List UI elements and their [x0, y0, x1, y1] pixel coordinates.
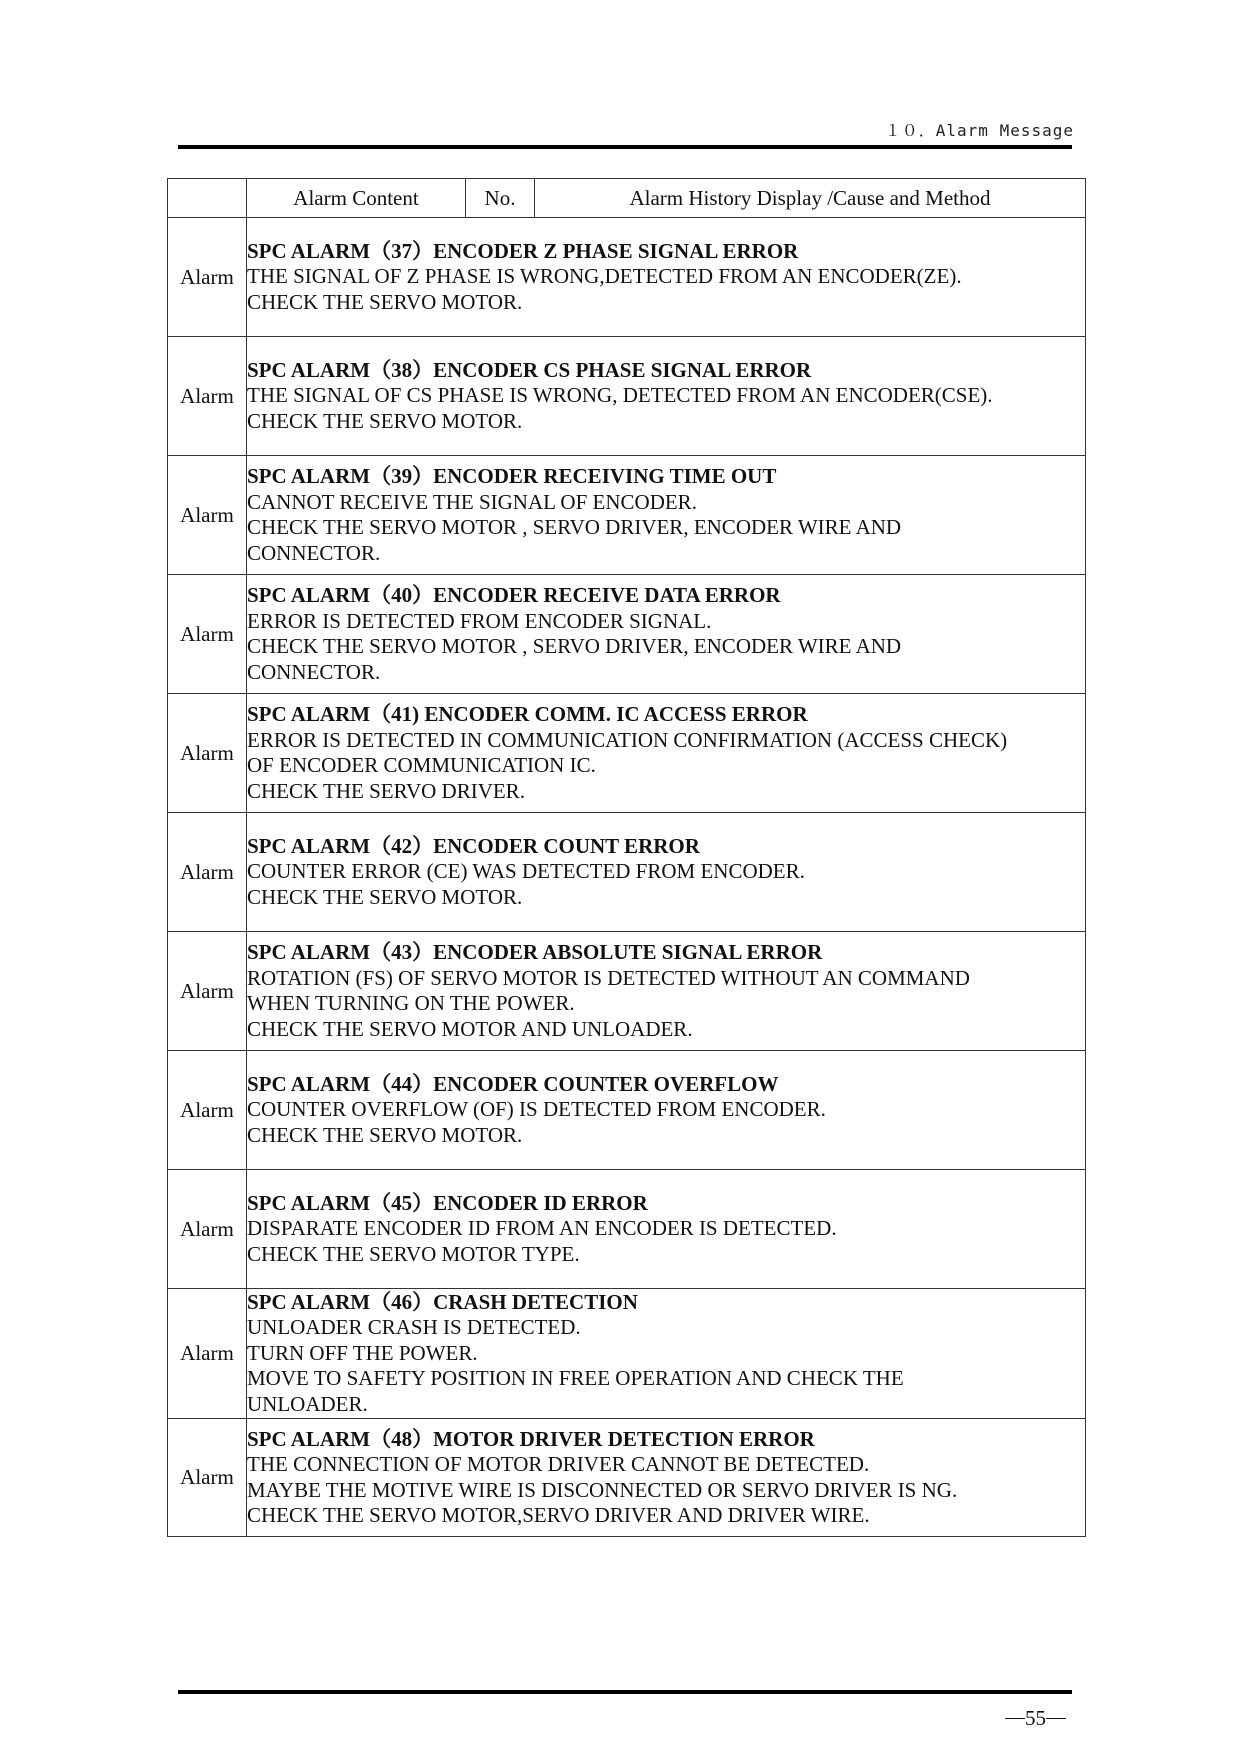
- alarm-description-line: ERROR IS DETECTED IN COMMUNICATION CONFIRMATION (ACCESS CHECK): [247, 727, 1008, 752]
- alarm-description-line: THE SIGNAL OF CS PHASE IS WRONG, DETECTED FROM AN ENCODER(CSE).: [247, 383, 993, 408]
- alarm-description-cell: [247, 694, 1086, 813]
- alarm-description-line: CHECK THE SERVO DRIVER.: [247, 778, 525, 803]
- alarm-rows: [168, 218, 1086, 1537]
- alarm-description-cell: [247, 1419, 1086, 1537]
- table-row: [168, 1170, 1086, 1289]
- table-row: [168, 218, 1086, 337]
- column-header-cause-method: Alarm History Display /Cause and Method: [535, 179, 1086, 218]
- table-row: [168, 575, 1086, 694]
- table-header-row: [168, 179, 1086, 218]
- footer-rule: [178, 1690, 1072, 1694]
- alarm-row-label: Alarm: [168, 1419, 247, 1537]
- alarm-description-line: MOVE TO SAFETY POSITION IN FREE OPERATION AND CHECK THE: [247, 1366, 904, 1391]
- alarm-description-line: CANNOT RECEIVE THE SIGNAL OF ENCODER.: [247, 489, 697, 514]
- alarm-description-line: WHEN TURNING ON THE POWER.: [247, 991, 575, 1015]
- alarm-row-label: Alarm: [168, 932, 247, 1051]
- alarm-row-label: Alarm: [168, 694, 247, 813]
- table-row: [168, 1419, 1086, 1537]
- alarm-description-cell: [247, 456, 1086, 575]
- alarm-description-line: MAYBE THE MOTIVE WIRE IS DISCONNECTED OR SERVO DRIVER IS NG.: [247, 1477, 958, 1502]
- alarm-description-line: CHECK THE SERVO MOTOR.: [247, 289, 523, 314]
- alarm-description-cell: [247, 1289, 1086, 1419]
- alarm-description-cell: [247, 218, 1086, 337]
- alarm-description-cell: [247, 1051, 1086, 1170]
- alarm-description-line: ERROR IS DETECTED FROM ENCODER SIGNAL.: [247, 608, 712, 633]
- alarm-row-label: Alarm: [168, 456, 247, 575]
- alarm-description-line: CHECK THE SERVO MOTOR , SERVO DRIVER, ENCODER WIRE AND: [247, 634, 902, 658]
- table-row: [168, 456, 1086, 575]
- alarm-description-line: COUNTER ERROR (CE) WAS DETECTED FROM ENCODER.: [247, 859, 805, 884]
- alarm-description-line: CHECK THE SERVO MOTOR TYPE.: [247, 1241, 580, 1266]
- column-header-no: No.: [466, 179, 535, 218]
- alarm-description-line: COUNTER OVERFLOW (OF) IS DETECTED FROM ENCODER.: [247, 1097, 826, 1122]
- alarm-description-line: UNLOADER CRASH IS DETECTED.: [247, 1315, 581, 1340]
- alarm-description-line: CHECK THE SERVO MOTOR,SERVO DRIVER AND DRIVER WIRE.: [247, 1503, 870, 1527]
- alarm-description-cell: [247, 575, 1086, 694]
- alarm-description-line: ROTATION (FS) OF SERVO MOTOR IS DETECTED WITHOUT AN COMMAND: [247, 965, 970, 990]
- alarm-row-label: Alarm: [168, 1289, 247, 1419]
- alarm-description-line: DISPARATE ENCODER ID FROM AN ENCODER IS DETECTED.: [247, 1216, 837, 1241]
- alarm-row-label: Alarm: [168, 218, 247, 337]
- alarm-row-label: Alarm: [168, 575, 247, 694]
- alarm-title: SPC ALARM（45）ENCODER ID ERROR: [247, 1190, 648, 1215]
- alarm-description-line: CHECK THE SERVO MOTOR.: [247, 1122, 523, 1147]
- table-row: [168, 813, 1086, 932]
- column-header-alarm-content: Alarm Content: [247, 179, 466, 218]
- table-row: [168, 932, 1086, 1051]
- page-number: [1005, 1706, 1066, 1731]
- page-number-dash-left: [1005, 1718, 1025, 1720]
- alarm-row-label: Alarm: [168, 1170, 247, 1289]
- alarm-row-label: Alarm: [168, 337, 247, 456]
- column-header-blank: [168, 179, 247, 218]
- table-row: [168, 337, 1086, 456]
- alarm-description-line: CHECK THE SERVO MOTOR.: [247, 884, 523, 909]
- section-header: １０．Alarm Message: [884, 121, 1074, 140]
- alarm-title: SPC ALARM（40）ENCODER RECEIVE DATA ERROR: [247, 583, 781, 607]
- alarm-title: SPC ALARM（38）ENCODER CS PHASE SIGNAL ERROR: [247, 357, 812, 382]
- table-row: [168, 1051, 1086, 1170]
- alarm-description-line: CHECK THE SERVO MOTOR.: [247, 408, 523, 433]
- alarm-description-cell: [247, 1170, 1086, 1289]
- header-rule: [178, 145, 1072, 149]
- table-row: [168, 1289, 1086, 1419]
- alarm-description-line: CONNECTOR.: [247, 540, 381, 565]
- alarm-description-line: THE CONNECTION OF MOTOR DRIVER CANNOT BE DETECTED.: [247, 1452, 870, 1476]
- table-row: [168, 694, 1086, 813]
- alarm-title: SPC ALARM（46）CRASH DETECTION: [247, 1289, 638, 1314]
- alarm-title: SPC ALARM（42）ENCODER COUNT ERROR: [247, 833, 700, 858]
- alarm-title: SPC ALARM（39）ENCODER RECEIVING TIME OUT: [247, 464, 777, 488]
- alarm-title: SPC ALARM（44）ENCODER COUNTER OVERFLOW: [247, 1071, 779, 1096]
- alarm-description-cell: [247, 813, 1086, 932]
- alarm-description-line: UNLOADER.: [247, 1391, 368, 1416]
- alarm-row-label: Alarm: [168, 1051, 247, 1170]
- alarm-description-line: OF ENCODER COMMUNICATION IC.: [247, 753, 596, 777]
- alarm-description-line: TURN OFF THE POWER.: [247, 1340, 478, 1365]
- alarm-description-cell: [247, 337, 1086, 456]
- alarm-row-label: Alarm: [168, 813, 247, 932]
- alarm-title: SPC ALARM（43）ENCODER ABSOLUTE SIGNAL ERROR: [247, 940, 823, 964]
- alarm-title: SPC ALARM（41) ENCODER COMM. IC ACCESS ERROR: [247, 702, 808, 726]
- alarm-description-line: CHECK THE SERVO MOTOR , SERVO DRIVER, ENCODER WIRE AND: [247, 515, 902, 539]
- page-number-text: 55: [1025, 1706, 1046, 1730]
- alarm-title: SPC ALARM（37）ENCODER Z PHASE SIGNAL ERROR: [247, 238, 799, 263]
- alarm-table: [167, 178, 1086, 1537]
- alarm-description-cell: [247, 932, 1086, 1051]
- alarm-description-line: CONNECTOR.: [247, 659, 381, 684]
- alarm-description-line: THE SIGNAL OF Z PHASE IS WRONG,DETECTED FROM AN ENCODER(ZE).: [247, 264, 962, 289]
- alarm-title: SPC ALARM（48）MOTOR DRIVER DETECTION ERROR: [247, 1426, 815, 1451]
- alarm-description-line: CHECK THE SERVO MOTOR AND UNLOADER.: [247, 1016, 693, 1041]
- page-number-dash-right: [1046, 1718, 1066, 1720]
